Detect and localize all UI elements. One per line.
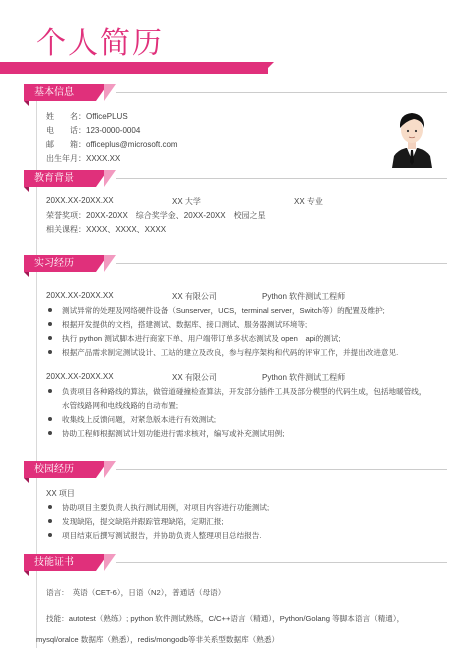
campus-project: XX 项目 (46, 489, 75, 498)
bullet-dot (48, 350, 52, 354)
edu-courses-label: 相关课程： (46, 225, 86, 234)
header-rule (116, 178, 447, 179)
section-skills-title: 技能证书 (24, 554, 96, 571)
work-1-position: Python 软件测试工程师 (262, 292, 346, 301)
edu-period: 20XX.XX-20XX.XX (46, 196, 114, 205)
birth-row (46, 153, 120, 164)
email-row (46, 139, 178, 150)
edu-major: XX 专业 (294, 197, 323, 206)
work-2-item-3: 协助工程师根据测试计划功能进行需求核对，编写或补充测试用例; (62, 429, 285, 438)
work-1-period: 20XX.XX-20XX.XX (46, 291, 114, 300)
work-1-item-1: 测试异常的处理及网络硬件设备（Sunserver，UCS，terminal server，Switch等）的配置及维护; (62, 306, 385, 315)
work-2-item-2: 收集线上反馈问题，对紧急版本进行有效测试; (62, 415, 216, 424)
birth-value: XXXX.XX (86, 154, 121, 163)
section-education-title: 教育背景 (24, 170, 96, 187)
header-slant-light (104, 554, 116, 571)
phone-label: 电 话： (46, 126, 86, 135)
header-fold (24, 101, 29, 106)
header-fold (24, 187, 29, 192)
work-1-item-2: 根据开发提供的文档，搭建测试、数据库、接口测试、服务器测试环境等; (62, 320, 308, 329)
work-1-item-4: 根据产品需求制定测试设计、工站的建立及改良，参与程序架构和代码的评审工作，并提出改进意见. (62, 348, 399, 357)
edu-awards-label: 荣誉奖项： (46, 211, 86, 220)
email-value: officeplus@microsoft.com (86, 140, 178, 149)
edu-school: XX 大学 (172, 197, 201, 206)
section-basic-header (24, 84, 447, 101)
phone-row (46, 125, 140, 136)
work-1-item-3: 执行 python 测试脚本进行商家下单、用户端带订单多状态测试及 open api的测试; (62, 334, 341, 343)
skills-tech: 技能：autotest（熟练）; python 软件测试熟练，C/C++语言（精通），Python/Golang 等脚本语言（精通）， (46, 614, 405, 623)
edu-awards-row (46, 210, 266, 221)
name-label: 姓 名： (46, 112, 86, 121)
work-2-company: XX 有限公司 (172, 373, 217, 382)
header-rule (116, 92, 447, 93)
edu-awards: 20XX-20XX 综合奖学金、20XX-20XX 校园之星 (86, 211, 266, 220)
header-slant-light (104, 255, 116, 272)
title-underline-bar (0, 62, 268, 74)
bullet-dot (48, 505, 52, 509)
edu-courses-row (46, 224, 166, 235)
header-slant-light (104, 461, 116, 478)
work-2-item-1-cont: 水管线路网和电线线路的自动布置; (62, 401, 179, 410)
email-label: 邮 箱： (46, 140, 86, 149)
bullet-dot (48, 308, 52, 312)
birth-label: 出生年月： (46, 154, 86, 163)
section-skills-header (24, 554, 447, 571)
section-work-header (24, 255, 447, 272)
work-2-item-1: 负责项目各种路线的算法，做管道碰撞检查算法，开发部分插件工具及部分模型的代码生成，包括地暖管线， (62, 387, 427, 396)
edu-courses: XXXX、XXXX、XXXX (86, 225, 167, 234)
header-fold (24, 571, 29, 576)
header-rule (116, 562, 447, 563)
name-row (46, 111, 128, 122)
name-value: OfficePLUS (86, 112, 128, 121)
campus-item-2: 发现缺陷，提交缺陷并跟踪管理缺陷，定期汇报; (62, 517, 224, 526)
work-2-period: 20XX.XX-20XX.XX (46, 372, 114, 381)
bullet-dot (48, 431, 52, 435)
bullet-dot (48, 336, 52, 340)
skills-tech-cont: mysql/oralce 数据库（熟悉），redis/mongodb等非关系型数据库（熟悉） (36, 635, 280, 644)
section-basic-title: 基本信息 (24, 84, 96, 101)
title-bar-slant (262, 62, 274, 74)
bullet-dot (48, 533, 52, 537)
header-rule (116, 263, 447, 264)
campus-item-3: 项目结束后撰写测试报告，并协助负责人整理项目总结报告. (62, 531, 262, 540)
skills-language: 语言： 英语（CET-6），日语（N2），普通话（母语） (46, 588, 226, 597)
bullet-dot (48, 389, 52, 393)
section-campus-title: 校园经历 (24, 461, 96, 478)
page-title: 个人简历 (36, 26, 164, 61)
bullet-dot (48, 519, 52, 523)
header-slant-light (104, 170, 116, 187)
bullet-dot (48, 417, 52, 421)
work-2-position: Python 软件测试工程师 (262, 373, 346, 382)
section-education-header (24, 170, 447, 187)
avatar (388, 104, 436, 168)
campus-item-1: 协助项目主要负责人执行测试用例，对项目内容进行功能测试; (62, 503, 270, 512)
phone-value: 123-0000-0004 (86, 126, 141, 135)
section-campus-header (24, 461, 447, 478)
header-fold (24, 272, 29, 277)
header-rule (116, 469, 447, 470)
section-work-title: 实习经历 (24, 255, 96, 272)
header-fold (24, 478, 29, 483)
bullet-dot (48, 322, 52, 326)
header-slant-light (104, 84, 116, 101)
work-1-company: XX 有限公司 (172, 292, 217, 301)
